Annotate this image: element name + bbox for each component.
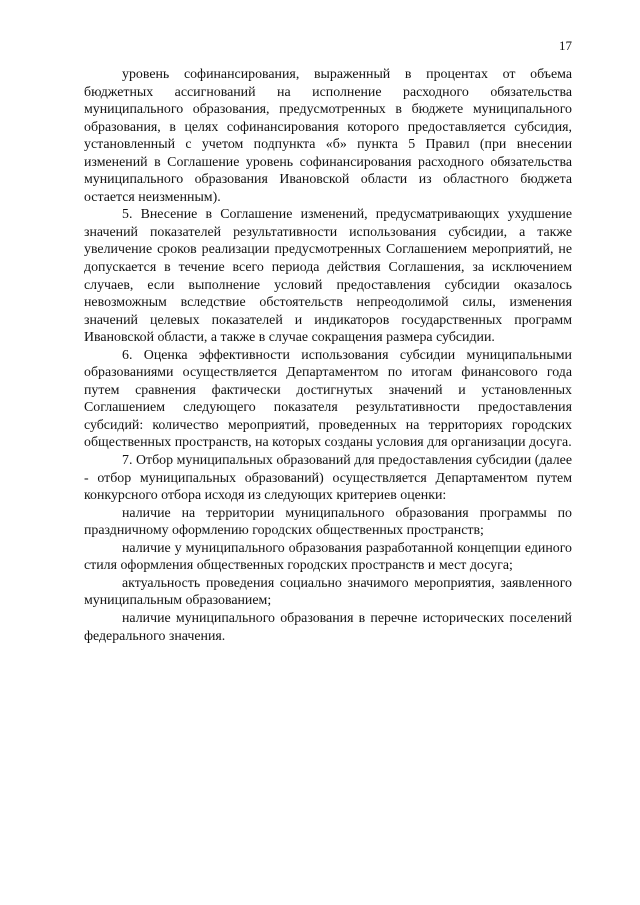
paragraph-item-7: 7. Отбор муниципальных образований для предоставления субсидии (далее - отбор муниципальных образований) осуществляется Департаментом путем конкурсного отбора исходя из следующих критериев оценки: xyxy=(84,453,572,504)
criterion-style-concept: наличие у муниципального образования разработанной концепции единого стиля оформления общественных городских пространств и мест досуга; xyxy=(84,540,572,574)
paragraph-cofinancing-level: уровень софинансирования, выраженный в процентах от объема бюджетных ассигнований на исполнение расходного обязательства муниципального образования, предусмотренных в бюджете муниципального образования, в целях софинансирования которого предоставляется субсидия, установленный с учетом подпункта «б» пункта 5 Правил (при внесении изменений в Соглашение уровень софинансирования расходного обязательства муниципального образования Ивановской области из областного бюджета остается неизменным). xyxy=(84,67,572,205)
criterion-event-relevance: актуальность проведения социально значимого мероприятия, заявленного муниципальным образованием; xyxy=(84,575,572,609)
paragraph-item-5: 5. Внесение в Соглашение изменений, предусматривающих ухудшение значений показателей результативности использования субсидии, а также увеличение сроков реализации предусмотренных Соглашением мероприятий, не допускается в течение всего периода действия Соглашения, за исключением случаев, если выполнение условий предоставления субсидии оказалось невозможным вследствие обстоятельств непреодолимой силы, изменения значений целевых показателей и индикаторов государственных программ Ивановской области, а также в случае сокращения размера субсидии. xyxy=(84,207,572,346)
paragraph-item-6: 6. Оценка эффективности использования субсидии муниципальными образованиями осуществляется Департаментом по итогам финансового года путем сравнения фактически достигнутых значений и установленных Соглашением следующего показателя результативности предоставления субсидий: количество мероприятий, проведенных на территориях городских общественных пространств, на которых созданы условия для организации досуга. xyxy=(84,347,572,451)
criterion-historical-settlement: наличие муниципального образования в перечне исторических поселений федерального значения. xyxy=(84,610,572,644)
document-body xyxy=(84,66,572,645)
page-number: 17 xyxy=(559,38,572,53)
criterion-festive-program: наличие на территории муниципального образования программы по праздничному оформлению городских общественных пространств; xyxy=(84,505,572,539)
